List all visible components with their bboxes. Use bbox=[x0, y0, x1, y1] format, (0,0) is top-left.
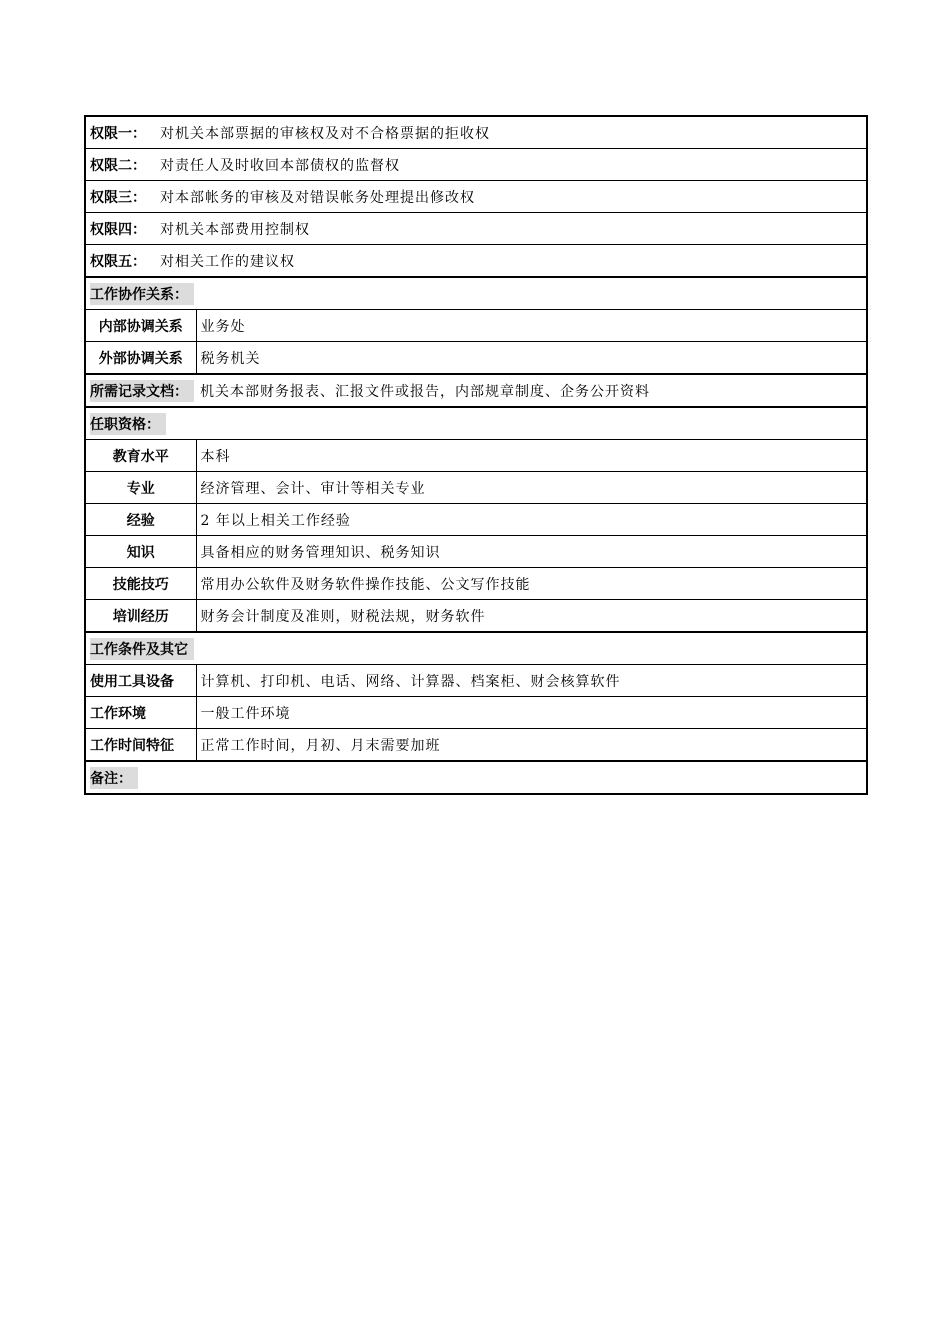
qualification-row bbox=[85, 472, 867, 504]
permission-value: 对机关本部票据的审核权及对不合格票据的拒收权 bbox=[160, 125, 490, 142]
condition-row bbox=[85, 697, 867, 729]
external-coordination-value: 税务机关 bbox=[196, 342, 867, 375]
permission-label: 权限四： bbox=[90, 221, 146, 238]
qualification-row bbox=[85, 536, 867, 568]
permission-cell bbox=[85, 149, 867, 181]
remarks-cell bbox=[85, 761, 867, 794]
qualification-value: 财务会计制度及准则，财税法规，财务软件 bbox=[196, 600, 867, 633]
permission-row-1 bbox=[85, 116, 867, 149]
qualification-label: 培训经历 bbox=[85, 600, 196, 633]
permission-row-4 bbox=[85, 213, 867, 245]
condition-value: 计算机、打印机、电话、网络、计算器、档案柜、财会核算软件 bbox=[196, 665, 867, 697]
qualification-row bbox=[85, 568, 867, 600]
permission-cell bbox=[85, 116, 867, 149]
permission-cell bbox=[85, 181, 867, 213]
section-heading-cell bbox=[85, 632, 867, 665]
internal-coordination-label: 内部协调关系 bbox=[85, 310, 196, 342]
permission-value: 对责任人及时收回本部债权的监督权 bbox=[160, 157, 400, 174]
qualification-row bbox=[85, 504, 867, 536]
external-coordination-row bbox=[85, 342, 867, 375]
remarks-row bbox=[85, 761, 867, 794]
qualification-label: 技能技巧 bbox=[85, 568, 196, 600]
records-row bbox=[85, 374, 867, 407]
permission-value: 对机关本部费用控制权 bbox=[160, 221, 310, 238]
external-coordination-label: 外部协调关系 bbox=[85, 342, 196, 375]
permission-label: 权限三： bbox=[90, 189, 146, 206]
remarks-label: 备注： bbox=[90, 767, 138, 789]
cooperation-heading-row bbox=[85, 277, 867, 310]
permission-label: 权限五： bbox=[90, 253, 146, 270]
conditions-heading: 工作条件及其它 bbox=[90, 638, 194, 660]
condition-label: 使用工具设备 bbox=[85, 665, 196, 697]
permission-row-3 bbox=[85, 181, 867, 213]
qualifications-heading: 任职资格： bbox=[90, 413, 166, 435]
qualification-value: 具备相应的财务管理知识、税务知识 bbox=[196, 536, 867, 568]
qualification-row bbox=[85, 440, 867, 472]
qualification-label: 知识 bbox=[85, 536, 196, 568]
condition-row bbox=[85, 729, 867, 762]
condition-value: 一般工件环境 bbox=[196, 697, 867, 729]
records-value: 机关本部财务报表、汇报文件或报告，内部规章制度、企务公开资料 bbox=[200, 383, 650, 400]
qualification-value: 2 年以上相关工作经验 bbox=[196, 504, 867, 536]
qualifications-heading-row bbox=[85, 407, 867, 440]
qualification-value: 本科 bbox=[196, 440, 867, 472]
permission-label: 权限二： bbox=[90, 157, 146, 174]
qualification-label: 经验 bbox=[85, 504, 196, 536]
qualification-label: 专业 bbox=[85, 472, 196, 504]
section-heading-cell bbox=[85, 407, 867, 440]
permission-value: 对本部帐务的审核及对错误帐务处理提出修改权 bbox=[160, 189, 475, 206]
permission-label: 权限一： bbox=[90, 125, 146, 142]
internal-coordination-row bbox=[85, 310, 867, 342]
qualification-value: 经济管理、会计、审计等相关专业 bbox=[196, 472, 867, 504]
qualification-row bbox=[85, 600, 867, 633]
permission-row-5 bbox=[85, 245, 867, 278]
condition-row bbox=[85, 665, 867, 697]
records-label: 所需记录文档： bbox=[90, 380, 194, 402]
qualification-value: 常用办公软件及财务软件操作技能、公文写作技能 bbox=[196, 568, 867, 600]
job-description-form bbox=[84, 115, 868, 795]
permission-cell bbox=[85, 213, 867, 245]
cooperation-heading: 工作协作关系： bbox=[90, 283, 194, 305]
conditions-heading-row bbox=[85, 632, 867, 665]
permission-row-2 bbox=[85, 149, 867, 181]
internal-coordination-value: 业务处 bbox=[196, 310, 867, 342]
qualification-label: 教育水平 bbox=[85, 440, 196, 472]
permission-value: 对相关工作的建议权 bbox=[160, 253, 295, 270]
condition-label: 工作环境 bbox=[85, 697, 196, 729]
condition-label: 工作时间特征 bbox=[85, 729, 196, 762]
permission-cell bbox=[85, 245, 867, 278]
condition-value: 正常工作时间，月初、月末需要加班 bbox=[196, 729, 867, 762]
records-cell bbox=[85, 374, 867, 407]
section-heading-cell bbox=[85, 277, 867, 310]
